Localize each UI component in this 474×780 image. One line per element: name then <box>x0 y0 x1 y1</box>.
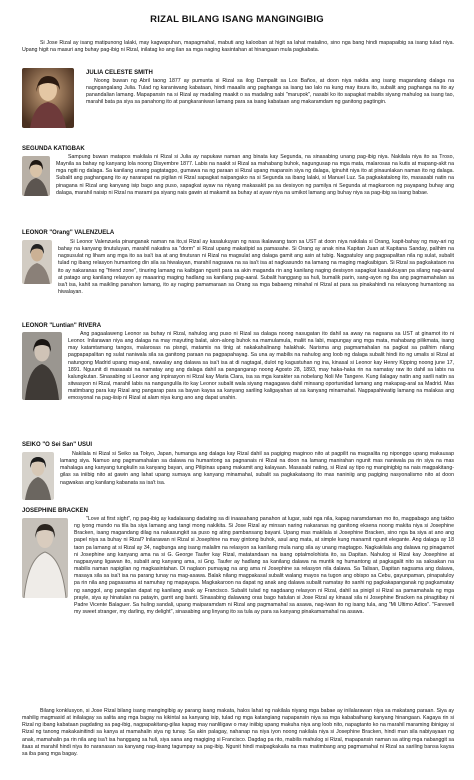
julia-portrait <box>22 68 74 128</box>
intro-paragraph: Si Jose Rizal ay isang matipunong lalaki, may kagwapuhan, mapagmahal, mabuti ang kalooban at higit sa lahat matalino, sino nga bang hindi mapapaibig sa isang tulad niya. Upang higit na masuri ang buhay pag-ibig ni Rizal, inilatag ko ang ilan sa mga naging kasintahan at hinangaan mula pagkabata. <box>22 40 454 54</box>
bracken-portrait <box>22 518 68 598</box>
rivera-heading: LEONOR "Luntian" RIVERA <box>22 323 102 329</box>
seiko-heading: SEIKO "O Sei San" USUI <box>22 442 93 448</box>
rivera-portrait <box>22 332 62 400</box>
julia-heading: JULIA CELESTE SMITH <box>86 70 153 76</box>
seiko-paragraph: Nakilala ni Rizal si Seiko sa Tokyo, Japan, humanga ang dalaga kay Rizal dahil sa pagiging maginoo nito at pagpilit na magsalita ng niponggo upang makausap lamang siya. Namuo ang pagmamahalan sa dalawa na humantong sa pagnanais ni Rizal na doon na lamang manirahan ngunit mas naniwala pa rin siya na mas mahalaga ang kanyang tungkulin sa kanyang bayan, ang Pilipinas upang makamit ang kalayaan. Masasabi nating, si Rizal ay tipo ng manginigbig na nais magpakitang-gilas sa iniibig nito at gawin ang lahat upang sumaya ang kanyang minamahal, subalit sa pagkakataong ito mas naniniig ang pagiging nasyonalismo nito at doon nagwakas ang kanilang kabanata sa isa't isa. <box>60 451 454 486</box>
bracken-heading: JOSEPHINE BRACKEN <box>22 508 89 514</box>
segunda-paragraph: Sampung buwan matapos makilala ni Rizal si Julia ay napukaw naman ang binata kay Segunda, na sinasabing unang pag-ibig niya. Nakilala niya ito sa Troso, Maynila sa bahay ng kanyang lola noong Disyembre 1877. Labis na naakit si Rizal sa mahabang buhok, nagungusap na mga mata, malarosas na kutis at mapang-akit na mga ngiti ng dalaga. Sa kanilang unang pagtatagpo, gumawa na ng paraan si Rizal upang mapansin siya ng dalaga, iginuhit niya ito at pinaunlakan naman ito ng dalaga. Subalit ang paghangang ito ay nararapat na pigilan ni Rizal sapagkat naipangako na si Segunda sa ibang lalaki, si Manuel Luz. Sa pagkakatalong ito, masasabi natin na pinagana ni Rizal ang kanyang isip bago ang puso, sapagkat ayaw na niyang makasakit pa sa desisyon ng pamilya ni Segunda at magkaroon ng payapang buhay ang dalaga, marahil naisip ni Rizal na marami pa siyang nais gawin at makamit sa buhay at ayaw niya na umikot lamang ang buhay niya sa pag-ibig sa isang babae. <box>56 154 454 196</box>
seiko-portrait <box>22 452 54 500</box>
valenzuela-portrait <box>22 240 52 284</box>
segunda-heading: SEGUNDA KATIGBAK <box>22 146 85 152</box>
julia-paragraph: Noong buwan ng Abril taong 1877 ay pumunta si Rizal sa ilog Dampalit sa Los Baños, at doon niya nakita ang isang magandang dalaga na nagngangalang Julia. Tulad ng karaniwang kabataan, hindi maaalis ang paghanga sa isang tao lalo na kung may itsura ito, subalit ang paghanga na ito ay panandalian lamang. Mapapansin na si Rizal ay madaling maakit o sa madaling sabi "marupok", nasabi ko ito sapagkat mabilis siyang mahulog sa isang tao, marahil bata pa siya sa panahong ito at pangkaraniwan lamang para sa isang kabataan ang makaramdam ng ganitong pagtingin. <box>86 78 454 106</box>
valenzuela-heading: LEONOR "Orang" VALENZUELA <box>22 230 115 236</box>
rivera-paragraph: Ang pagaalaweng Leonor sa buhay ni Rizal, nahulog ang puso ni Rizal sa dalaga noong nasugatan ito dahil sa away na nagsana sa UST at ginamot ito ni Leonor. Inilarawan niya ang dalaga na may mayuting balat, alon-along buhok na mamulamula, maliit na labi, mapungay ang mga mata, mahabang pilikmata, isang may katamtamang tangos, malarosas na pisngi, matamis na tinig at nakakahalinang halakhak. Narisma ang pagmamahalan na pagkat sa palihim nilang pagpapapalitan ng sulat naniwala sila sa ganitong paraan na pagpapahayag. Sa una ay mabilis na nahulog ang loob ng dalaga subalit hindi ito ng umalis si Rizal at natungong Madrid upang mag-aral, nawalay ang dalawa sa isa't isa at di nagtagal, dulot ng kagustuhan ng ina, kinasal si Leonor kay Henry Kipping noong june 17, 1891. Nguunit di masasabi na namatay ang ang dalaga dahil sa pangangarap noong Agosto 28, 1893, may haka-haka rin na namatay raw ito dahil sa labis na kalungkutan. Sinasabing si Leonor ang inpirasyon ni Rizal kay Maria Clara, isa sa mga karakter sa nobelang Noli Me Tangere. Kung ilalagay natin ang sarili natin sa sitwasyon ni Rizal, marahil labis na nangungulila ito kay Leonor subalit wala siyang magagawa dahil minsang oportunidad lamang ang makapag-aral sa Madrid. Mas matimbang para kay Rizal ang pangarap para sa bayan kaysa sa kanyang sariling kaligayahan at sa kanyang minamahal. Nagpapahiwatig lamang na malakas ang emosyonal na pag-iisip ni Rizal at alam niya kung ano ang dapat unahin. <box>68 331 454 402</box>
conclusion-paragraph: Bilang konklusyon, si Jose Rizal bilang isang mangingibig ay parang isang makata, halos lahat ng nakilala niyang mga babae ay inilalarawan niya sa makatang paraan. Siya ay mahilig magmasid at inilalagay sa salita ang mga bagay na kikintal sa kanyang isip, tulad ng mga katangiang napapansin niya sa mga kababaihang kanyang hinangaan. Kagaya rin si Rizal ng ibang kabataan pagdating sa pag-ibig, nagpapakitang-gilas kapag may nanliligaw o may iniibig upang makuha niya ang loob nito, napagtanto ko na marahil maraming ibinigay si Rizal ng tanong makakainitindi sa kanya at mamahalin siya ng tunay. Sa akin palagay, nahanap na niya iyon noong nakilala niya si Josephine Bracken, hindi man sila nabiyayaan ng anak, mamahalin pa rin nila ang isa't isa hanggang sa huli, siya sana ang magiging si Francisco. Dagdag pa rito, mabilis mahulog si Rizal, mapapansin naman sa ating mga nabanggit sa itaas at marahil hindi niya ito naranasan sa kanyang nag-iisang tagumpay sa pag-ibig. Ngunit hindi maipagkakaila na mas matimbang ang pagmamahal ni Rizal sa sariling bansa kaysa sa iba pang mga bagay. <box>22 708 454 757</box>
bracken-paragraph: "Love at first sight", ng pag-ibig ay kadalasang dadating sa di inaasahang panahon at lugar, sabi nga nila, kapag naramdaman mo ito, magpabago ang takbo ng iyong mundo na tila ba siya lamang ang tangi mong nakikita. Si Jose Rizal ay minsan naring nakaranas ng ganitong eksena noong makita niya si Josephine Bracken, isang magandang dilag na nakasungkit sa puso ng ating pambansang bayani. Upang mas makilala si Josephine Bracken, sino nga ba siya at ano ang papel niya sa buhay ni Rizal? Inilarawan ni Rizal si Josephine na may gintong buhok, asul ang mata, at simple kung manamit ngunit elegante. Ang dalaga ay 18 taon pa lamang at si Rizal ay 34, nagbunga ang isang malalim na relasyon sa kanilang mula nang sila ay unang magtagpo. Nagkakilala ang dalawa ng pinagamot ni Josephine ang kanyang ama na si G. George Taufer kay Rizal, matatandaan na isang optalmolohista ito, sa Dapitan. Nahulog si Rizal kay Josephine at nagpasyang ligawan ito, subalit ang kanyang ama, si Gng. Taufer ay hadlang sa kanilang dalawa na muntik ng humantong at pagkagalit nito sa saksakan na mabilis naman napigilan ng magkasintahan. Di naglaon pumayag na ang ama ni Josephine sa relasyon nila dalawa. Sa Talisan, Dapitan nagsama ang dalawa, masaya sila sa isa't isa na parang tunay na mag-asawa. Balak nilang magpakasal subalit walang mayos na tugon ang obispo sa Cebu, gayunpaman, pinapatuloy pa rin nila ang pagsasama at namuhay ng mapayapa. Magkakaroon na dapat ng anak ang dalawa subalit namatay ito sanhi ng pagkakapanganak ng pagkamatay ng sanggol, ang pangalan dapat ng kanilang anak ay Francisco. Subalit tulad ng nagdaang relasyon ni Rizal, dahil sa pinigil si Rizal sa pamamahala ng mga prayle, siya ay hinatulan na patayin, garrit ang banti. Sinasabing dalawang oras bago hatulan si Jose Rizal ay kinasal sila ni Josephine Bracken na pinagtibay ni Padre Vicente Balaguer. Sa huling sandali, upang maiparamdam ni Rizal ang pagmamahal sa asawa, nag-iwan ito ng isang tula, ang "Mi Ultimo Adios". "Farewell my sweet stranger, my darling, my delight", sinasabing ang linyang ito sa tula ay para sa kanyang pinakamamahal na asawa. <box>74 516 454 616</box>
segunda-portrait <box>22 156 50 196</box>
valenzuela-paragraph: Si Leonor Valenzuela pinanganak naman na ito,si Rizal ay kasalukuyan ng nasa ikalawang taon sa UST at doon niya nakilala si Orang, kapit-bahay ng may-ari ng bahay na kanyang tinutuluyan, marahil nakatira sa "dorm" si Rizal upang makatipid sa pamasahe. Si Orang ay anak nina Kapitan Juan at Kapitana Sanday, palihim na nagsusulat ng liham ang mga ito sa isa't isa at ang tinuturan ni Rizal na magsulat ang dalaga gamit ang asin at tubig. Nagpatuloy ang pagpapalitan nila ng sulat, subalit tulad ng ibang relasyon humantong din sila sa hiwalayan, marahil nagsawa na sa isa't isa at nagkasundo na lamang na maging magkaibigan. Si Rizal sa pagkakataon na ito ay nakaranas ng "friend zone", tinuring lamang na kaibigan ngunit para sa akin maganda rin ang kanilang naging desisyon sapagkat kasalukuyan pa silang nag-aaral at patago ang kanilang relasyon ay maaaring maging hadlang sa kanilang pag-aaral. Subalit hanggang sa huli, bumalik parin, sang-ayon ng iba ang pagmamahalan sa isa't isa, kahit sa maikling panahon lamang, ito ay naging pamamaraan sa Orang sa mga babaeng minahal ni Rizal at para sa pinakahindi na relasyong humantong sa hiwalayan. <box>58 239 454 296</box>
page-title: RIZAL BILANG ISANG MANGINGIBIG <box>150 14 324 25</box>
